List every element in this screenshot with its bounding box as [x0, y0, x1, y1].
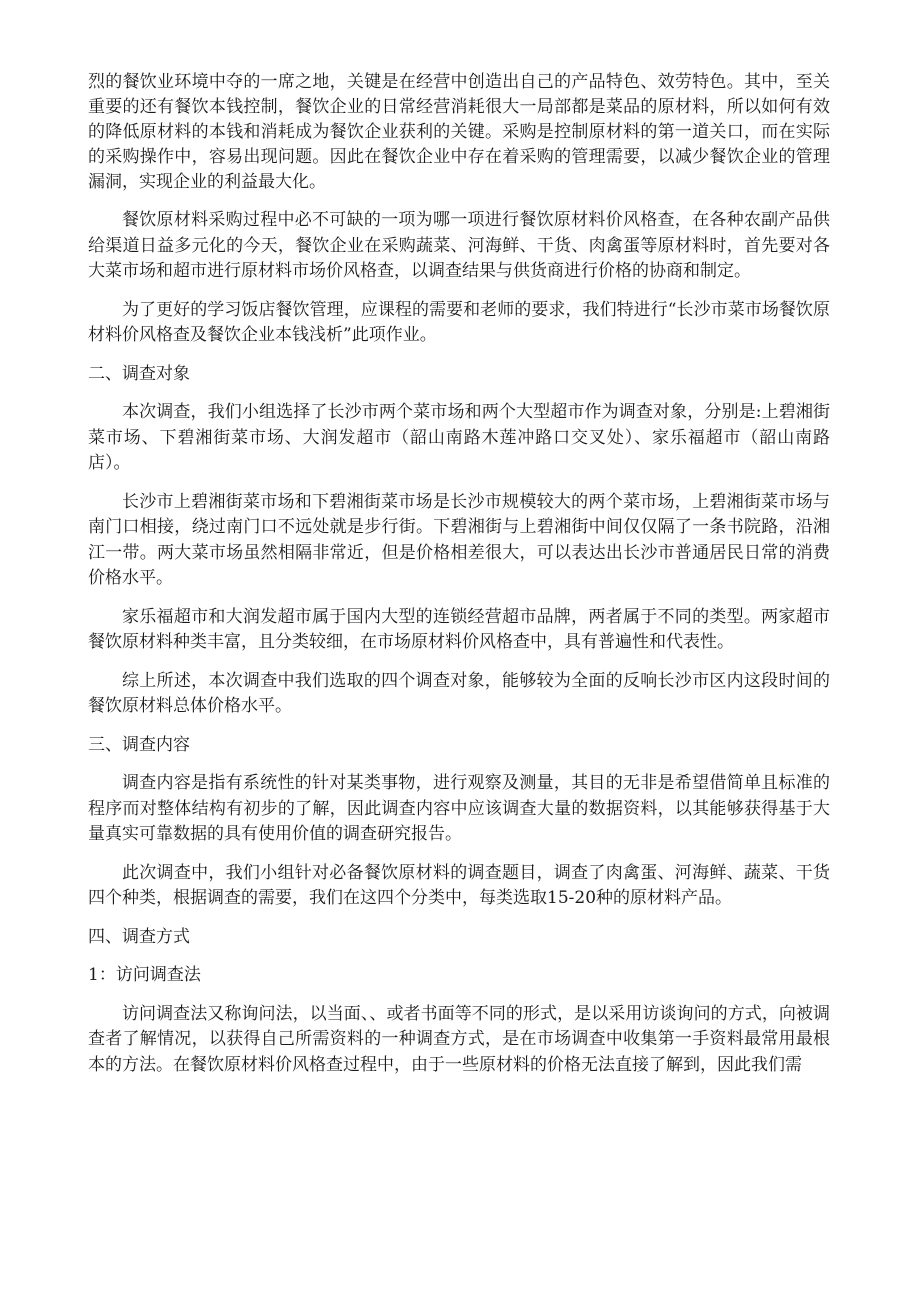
body-paragraph: 长沙市上碧湘街菜市场和下碧湘街菜市场是长沙市规模较大的两个菜市场，上碧湘街菜市场与南门口相接，绕过南门口不远处就是步行街。下碧湘街与上碧湘街中间仅仅隔了一条书院路，沿湘江一带。两大菜市场虽然相隔非常近，但是价格相差很大，可以表达出长沙市普通居民日常的消费价格水平。: [88, 491, 830, 588]
section-heading: 二、调查对象: [88, 363, 190, 384]
body-paragraph: 调查内容是指有系统性的针对某类事物，进行观察及测量，其目的无非是希望借简单且标准的程序而对整体结构有初步的了解，因此调查内容中应该调查大量的数据资料，以其能够获得基于大量真实可靠数据的具有使用价值的调查研究报告。: [88, 773, 830, 844]
document-page: [88, 70, 830, 1091]
section-heading: 四、调查方式: [88, 926, 190, 947]
body-paragraph: 烈的餐饮业环境中夺的一席之地，关键是在经营中创造出自己的产品特色、效劳特色。其中，至关重要的还有餐饮本钱控制，餐饮企业的日常经营消耗很大一局部都是菜品的原材料，所以如何有效的降低原材料的本钱和消耗成为餐饮企业获利的关键。采购是控制原材料的第一道关口，而在实际的采购操作中，容易出现问题。因此在餐饮企业中存在着采购的管理需要，以减少餐饮企业的管理漏洞，实现企业的利益最大化。: [88, 72, 830, 192]
body-paragraph: 餐饮原材料采购过程中必不可缺的一项为哪一项进行餐饮原材料价风格查，在各种农副产品供给渠道日益多元化的今天，餐饮企业在采购蔬菜、河海鲜、干货、肉禽蛋等原材料时，首先要对各大菜市场和超市进行原材料市场价风格查，以调查结果与供货商进行价格的协商和制定。: [88, 210, 830, 281]
body-paragraph: 家乐福超市和大润发超市属于国内大型的连锁经营超市品牌，两者属于不同的类型。两家超市餐饮原材料种类丰富，且分类较细，在市场原材料价风格查中，具有普遍性和代表性。: [88, 606, 830, 652]
section-heading: 三、调查内容: [88, 734, 190, 755]
body-paragraph: 本次调查，我们小组选择了长沙市两个菜市场和两个大型超市作为调查对象，分别是:上碧湘街菜市场、下碧湘街菜市场、大润发超市（韶山南路木莲冲路口交叉处）、家乐福超市（韶山南路店）。: [88, 402, 830, 473]
body-paragraph: 此次调查中，我们小组针对必备餐饮原材料的调查题目，调查了肉禽蛋、河海鲜、蔬菜、干货四个种类，根据调查的需要，我们在这四个分类中，每类选取15-20种的原材料产品。: [88, 862, 830, 908]
body-paragraph: 访问调查法又称询问法，以当面、、或者书面等不同的形式，是以采用访谈询问的方式，向被调查者了解情况，以获得自己所需资料的一种调查方式，是在市场调查中收集第一手资料最常用最根本的方法。在餐饮原材料价风格查过程中，由于一些原材料的价格无法直接了解到，因此我们需: [88, 1003, 830, 1075]
body-paragraph: 为了更好的学习饭店餐饮管理，应课程的需要和老师的要求，我们特进行“长沙市菜市场餐饮原材料价风格查及餐饮企业本钱浅析”此项作业。: [88, 299, 830, 345]
subsection-heading: 1：访问调查法: [88, 965, 201, 985]
body-paragraph: 综上所述，本次调查中我们选取的四个调查对象，能够较为全面的反响长沙市区内这段时间的餐饮原材料总体价格水平。: [88, 670, 830, 716]
